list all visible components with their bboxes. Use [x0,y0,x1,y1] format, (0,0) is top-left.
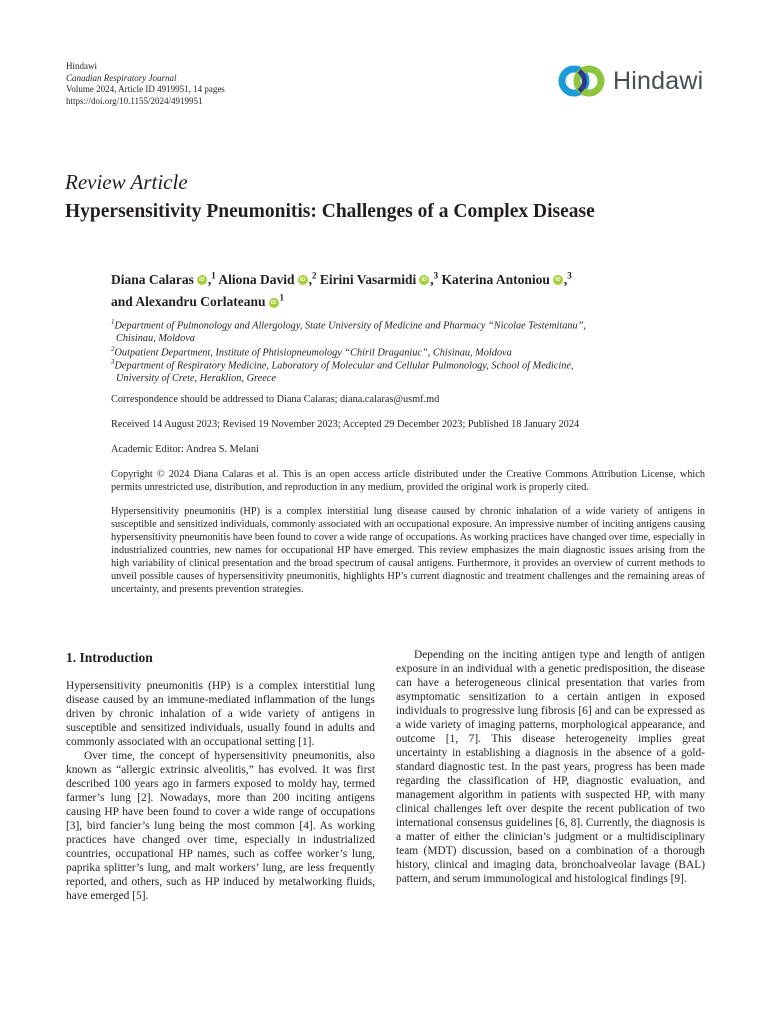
author-4: Katerina Antoniou iD ,$^3$ [441,270,572,287]
left-column [66,679,375,903]
academic-editor: Academic Editor: Andrea S. Melani [111,444,259,455]
author-list [111,266,691,311]
article-dates: Received 14 August 2023; Revised 19 November 2023; Accepted 29 December 2023; Published 18 January 2024 [111,419,580,430]
right-column [396,648,705,886]
orcid-icon[interactable]: iD [419,275,429,285]
paragraph: Over time, the concept of hypersensitivity pneumonitis, also known as “allergic extrinsic alveolitis,” has evolved. It was first described 100 years ago in farmers exposed to moldy hay, termed farmer’s lung [2]. Nowadays, more than 200 inciting antigens causing HP have been found to cover a wide range of occupations [3], bird fancier’s lung being the most common [4]. As working practices have changed over time, especially in industrialized countries, occupational HP names, such as coffee worker’s lung, paprika splitter’s lung, and malt workers’ lung, are less frequently reported, and others, such as HP induced by metalworking fluids, have emerged [5]. [66,750,375,902]
orcid-icon[interactable]: iD [298,275,308,285]
paragraph: Depending on the inciting antigen type and length of antigen exposure in an individual with a genetic predisposition, the disease can have a heterogeneous clinical presentation that varies from asymptomatic sensitization to a certain antigen in exposed individuals to progressive lung fibrosis [6] and can be expressed as a wide variety of imaging patterns, morphological appearance, and outcome [1, 7]. This disease heterogeneity implies great uncertainty in establishing a diagnosis in the absence of a gold-standard diagnostic test. In the past years, progress has been made regarding the classification of HP, diagnostic evaluation, and management algorithm in patients with suspected HP, with many clinical challenges left over despite the recent publication of two international consensus guidelines [6, 8]. Currently, the diagnosis is a matter of either the clinician’s judgment or a multidisciplinary team (MDT) discussion, based on a combination of a thorough history, clinical and imaging data, bronchoalveolar lavage (BAL) pattern, and serum immunological and histological findings [9]. [396,649,705,885]
author-1: Diana Calaras iD ,$^1$ [111,270,216,287]
publisher-name: Hindawi [66,61,97,71]
journal-header [66,61,225,107]
article-type: Review Article [65,170,188,194]
hindawi-logo [557,63,703,99]
author-2: Aliona David iD ,$^2$ [218,270,317,287]
orcid-icon[interactable]: iD [553,275,563,285]
correspondence: Correspondence should be addressed to Diana Calaras; diana.calaras@usmf.md [111,394,440,405]
author-5: and Alexandru Corlateanu $iD^1$ [111,292,285,309]
logo-wordmark: Hindawi [613,66,704,95]
volume-info: Volume 2024, Article ID 4919951, 14 pages [66,84,225,94]
author-3: Eirini Vasarmidi iD ,$^3$ [319,270,439,287]
hindawi-logo-icon [557,63,607,99]
doi-link[interactable]: https://doi.org/10.1155/2024/4919951 [66,95,203,106]
affiliation-3: $^3$Department of Respiratory Medicine, Laboratory of Molecular and Cellular Pulmonology, School of Medicine, University of Crete, Heraklion, Greece [111,358,574,385]
orcid-icon[interactable]: iD [197,275,207,285]
paragraph: Hypersensitivity pneumonitis (HP) is a complex interstitial lung disease caused by an immune-mediated inflammation of the lungs driven by chronic inhalation of a wide variety of antigens in susceptible and sensitized individuals, usually found in adults and commonly associated with an occupational setting [1]. [66,680,375,748]
affiliation-2: $^2$Outpatient Department, Institute of Phtisiopneumology “Chiril Draganiuc”, Chisinau, Moldova [111,345,512,359]
abstract: Hypersensitivity pneumonitis (HP) is a complex interstitial lung disease caused by chronic inhalation of a wide variety of antigens in susceptible and sensitized individuals, commonly associated with an occupational exposure. An impressive number of inciting antigens causing hypersensitivity pneumonitis have been found to cover a wide range of occupations. As working practices have changed over time, especially in industrialized countries, new names for occupational HP have emerged. This review emphasizes the main diagnostic issues arising from the high variability of clinical presentation and the broad spectrum of causal antigens. Furthermore, it provides an overview of current methods to unveil possible causes of hypersensitivity pneumonitis, highlights HP’s current diagnostic and treatment challenges and the remaining areas of uncertainty, and presents prevention strategies. [111,506,705,595]
section-heading-introduction: 1. Introduction [66,650,153,665]
journal-name: Canadian Respiratory Journal [66,72,177,83]
orcid-icon[interactable]: iD [269,298,279,308]
affiliation-1: $^1$Department of Pulmonology and Allergology, State University of Medicine and Pharmacy “Nicolae Testemitanu”, Chisinau, Moldova [111,318,586,345]
copyright-notice: Copyright © 2024 Diana Calaras et al. This is an open access article distributed under the Creative Commons Attribution License, which permits unrestricted use, distribution, and reproduction in any medium, provided the original work is properly cited. [111,469,705,493]
article-title: Hypersensitivity Pneumonitis: Challenges of a Complex Disease [65,201,595,222]
